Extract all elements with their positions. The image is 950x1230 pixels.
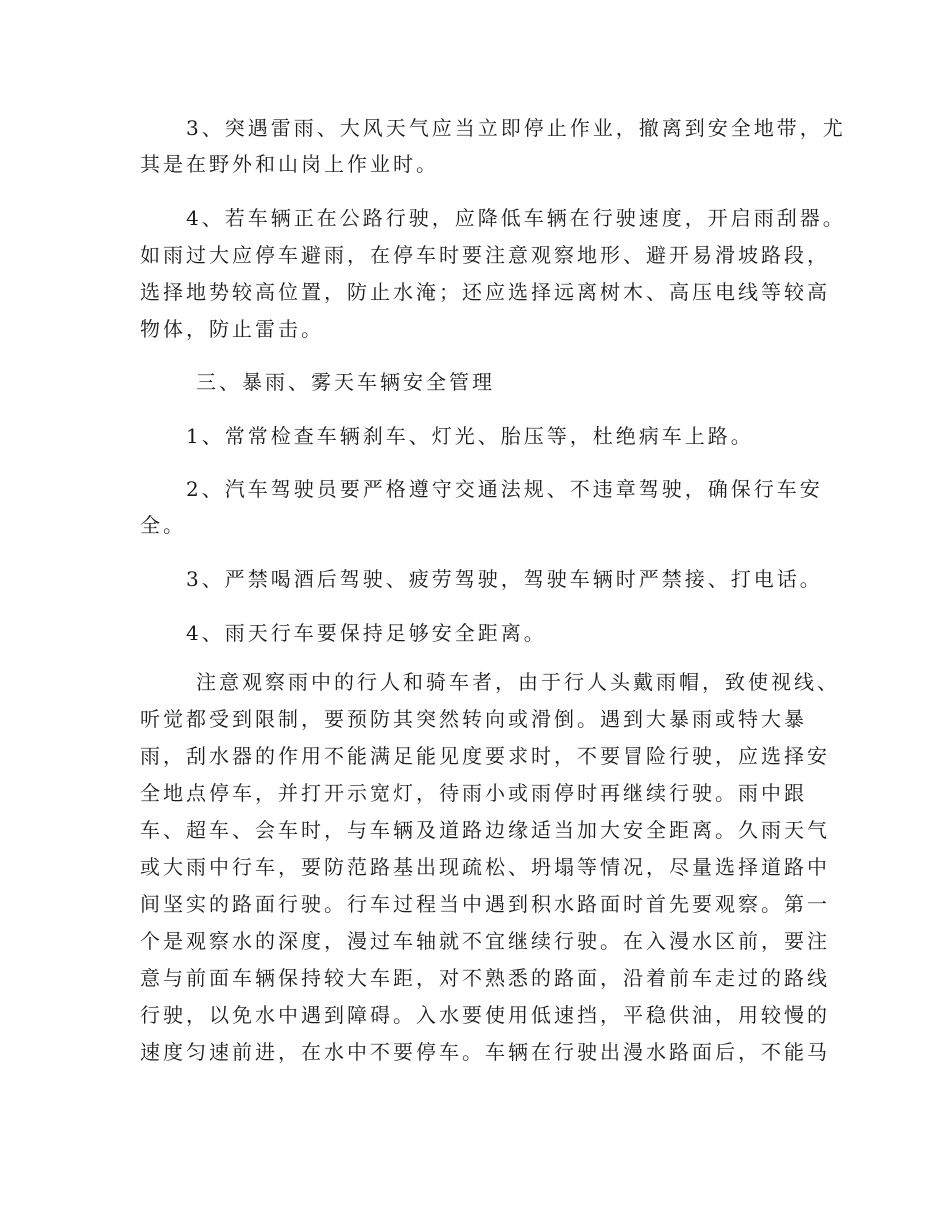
text-line-12: 4、雨天行车要保持足够安全距离。 — [186, 621, 547, 645]
text-line-2: 其是在野外和山岗上作业时。 — [140, 152, 439, 176]
text-line-10: 全。 — [140, 513, 186, 537]
text-line-18: 或大雨中行车，要防范路基出现疏松、坍塌等情况，尽量选择道路中 — [140, 855, 830, 879]
text-line-13: 注意观察雨中的行人和骑车者，由于行人头戴雨帽，致使视线、 — [196, 670, 840, 694]
text-line-15: 雨，刮水器的作用不能满足能见度要求时，不要冒险行驶，应选择安 — [140, 744, 830, 768]
text-line-19: 间坚实的路面行驶。行车过程当中遇到积水路面时首先要观察。第一 — [140, 892, 830, 916]
text-line-4: 如雨过大应停车避雨，在停车时要注意观察地形、避开易滑坡路段， — [140, 243, 830, 267]
text-line-20: 个是观察水的深度，漫过车轴就不宜继续行驶。在入漫水区前，要注 — [140, 929, 830, 953]
text-line-14: 听觉都受到限制，要预防其突然转向或滑倒。遇到大暴雨或特大暴 — [140, 707, 807, 731]
text-line-5: 选择地势较高位置，防止水淹；还应选择远离树木、高压电线等较高 — [140, 280, 830, 304]
text-line-11: 3、严禁喝酒后驾驶、疲劳驾驶，驾驶车辆时严禁接、打电话。 — [186, 567, 823, 591]
text-line-8: 1、常常检查车辆刹车、灯光、胎压等，杜绝病车上路。 — [186, 424, 754, 448]
text-line-17: 车、超车、会车时，与车辆及道路边缘适当加大安全距离。久雨天气 — [140, 818, 830, 842]
text-line-23: 速度匀速前进，在水中不要停车。车辆在行驶出漫水路面后，不能马 — [140, 1040, 830, 1064]
text-line-3: 4、若车辆正在公路行驶，应降低车辆在行驶速度，开启雨刮器。 — [186, 206, 846, 230]
text-line-21: 意与前面车辆保持较大车距，对不熟悉的路面，沿着前车走过的路线 — [140, 966, 830, 990]
text-line-22: 行驶，以免水中遇到障碍。入水要使用低速挡，平稳供油，用较慢的 — [140, 1003, 830, 1027]
text-line-6: 物体，防止雷击。 — [140, 317, 324, 341]
text-line-9: 2、汽车驾驶员要严格遵守交通法规、不违章驾驶，确保行车安 — [186, 477, 823, 501]
text-line-16: 全地点停车，并打开示宽灯，待雨小或雨停时再继续行驶。雨中跟 — [140, 781, 807, 805]
section-heading: 三、暴雨、雾天车辆安全管理 — [196, 370, 495, 394]
text-line-1: 3、突遇雷雨、大风天气应当立即停止作业，撤离到安全地带，尤 — [186, 116, 846, 140]
